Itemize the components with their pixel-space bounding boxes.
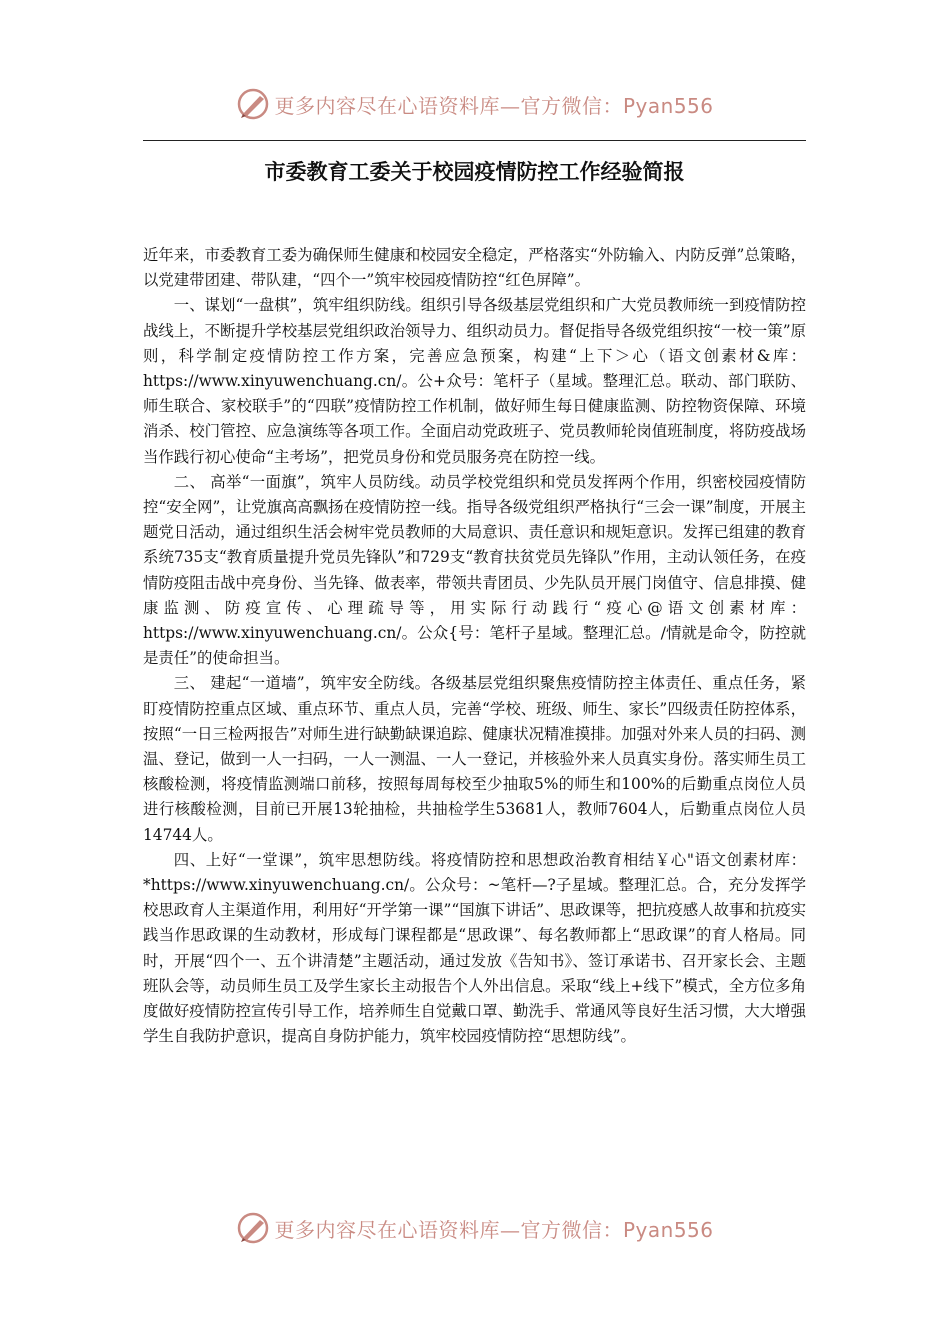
document-body xyxy=(143,243,806,1050)
footer-watermark xyxy=(0,1208,950,1248)
wechat-id: Pyan556 xyxy=(622,93,714,118)
header-watermark xyxy=(0,84,950,124)
watermark-text: 更多内容尽在心语资料库—官方微信：Pyan556 xyxy=(274,93,714,118)
intro-paragraph: 近年来，市委教育工委为确保师生健康和校园安全稳定，严格落实“外防输入、内防反弹”总策略，以党建带团建、带队建，“四个一”筑牢校园疫情防控“红色屏障”。 xyxy=(143,246,806,290)
header-divider xyxy=(143,140,806,141)
section-3-paragraph: 三、 建起“一道墙”，筑牢安全防线。各级基层党组织聚焦疫情防控主体责任、重点任务，紧盯疫情防控重点区域、重点环节、重点人员，完善“学校、班级、师生、家长”四级责任防控体系，按照“一日三检两报告”对师生进行缺勤缺课追踪、健康状况精准摸排。加强对外来人员的扫码、测温、登记，做到一人一扫码，一人一测温、一人一登记，并核验外来人员真实身份。落实师生员工核酸检测，将疫情监测端口前移，按照每周每校至少抽取5%的师生和100%的后勤重点岗位人员进行核酸检测，目前已开展13轮抽检，共抽检学生53681人，教师7604人，后勤重点岗位人员14744人。 xyxy=(143,674,806,844)
watermark-text: 更多内容尽在心语资料库—官方微信：Pyan556 xyxy=(274,1217,714,1242)
section-4-paragraph: 四、上好“一堂课”，筑牢思想防线。将疫情防控和思想政治教育相结￥心"语文创素材库：*https://www.xinyuwenchuang.cn/。公众号：~笔杆—?子星域。整理汇总。合，充分发挥学校思政育人主渠道作用，利用好“开学第一课”“国旗下讲话”、思政课等，把抗疫感人故事和抗疫实践当作思政课的生动教材，形成每门课程都是“思政课”、每名教师都上“思政课”的育人格局。同时，开展“四个一、五个讲清楚”主题活动，通过发放《告知书》、签订承诺书、召开家长会、主题班队会等，动员师生员工及学生家长主动报告个人外出信息。采取“线上+线下”模式，全方位多角度做好疫情防控宣传引导工作，培养师生自觉戴口罩、勤洗手、常通风等良好生活习惯，大大增强学生自我防护意识，提高自身防护能力，筑牢校园疫情防控“思想防线”。 xyxy=(143,850,806,1046)
section-2-paragraph: 二、 高举“一面旗”，筑牢人员防线。动员学校党组织和党员发挥两个作用，织密校园疫情防控“安全网”，让党旗高高飘扬在疫情防控一线。指导各级党组织严格执行“三会一课”制度，开展主题党日活动，通过组织生活会树牢党员教师的大局意识、责任意识和规矩意识。发挥已组建的教育系统735支“教育质量提升党员先锋队”和729支“教育扶贫党员先锋队”作用，主动认领任务，在疫情防疫阻击战中亮身份、当先锋、做表率，带领共青团员、少先队员开展门岗值守、信息排摸、健康监测、防疫宣传、心理疏导等，用实际行动践行“疫心@语文创素材库：https://www.xinyuwenchuang.cn/。公众{号：笔杆子星域。整理汇总。/情就是命令，防控就是责任”的使命担当。 xyxy=(143,472,806,668)
document-title: 市委教育工委关于校园疫情防控工作经验简报 xyxy=(264,160,685,184)
pen-logo-icon xyxy=(236,87,270,121)
section-1-paragraph: 一、谋划“一盘棋”，筑牢组织防线。组织引导各级基层党组织和广大党员教师统一到疫情防控战线上，不断提升学校基层党组织政治领导力、组织动员力。督促指导各级党组织按“一校一策”原则，科学制定疫情防控工作方案，完善应急预案，构建“上下＞心（语文创素材&库：https://www.xinyuwenchuang.cn/。公+众号：笔杆子（星域。整理汇总。联动、部门联防、师生联合、家校联手”的“四联”疫情防控工作机制，做好师生每日健康监测、防控物资保障、环境消杀、校门管控、应急演练等各项工作。全面启动党政班子、党员教师轮岗值班制度，将防疫战场当作践行初心使命“主考场”，把党员身份和党员服务亮在防控一线。 xyxy=(143,296,806,466)
wechat-id: Pyan556 xyxy=(622,1217,714,1242)
pen-logo-icon xyxy=(236,1211,270,1245)
